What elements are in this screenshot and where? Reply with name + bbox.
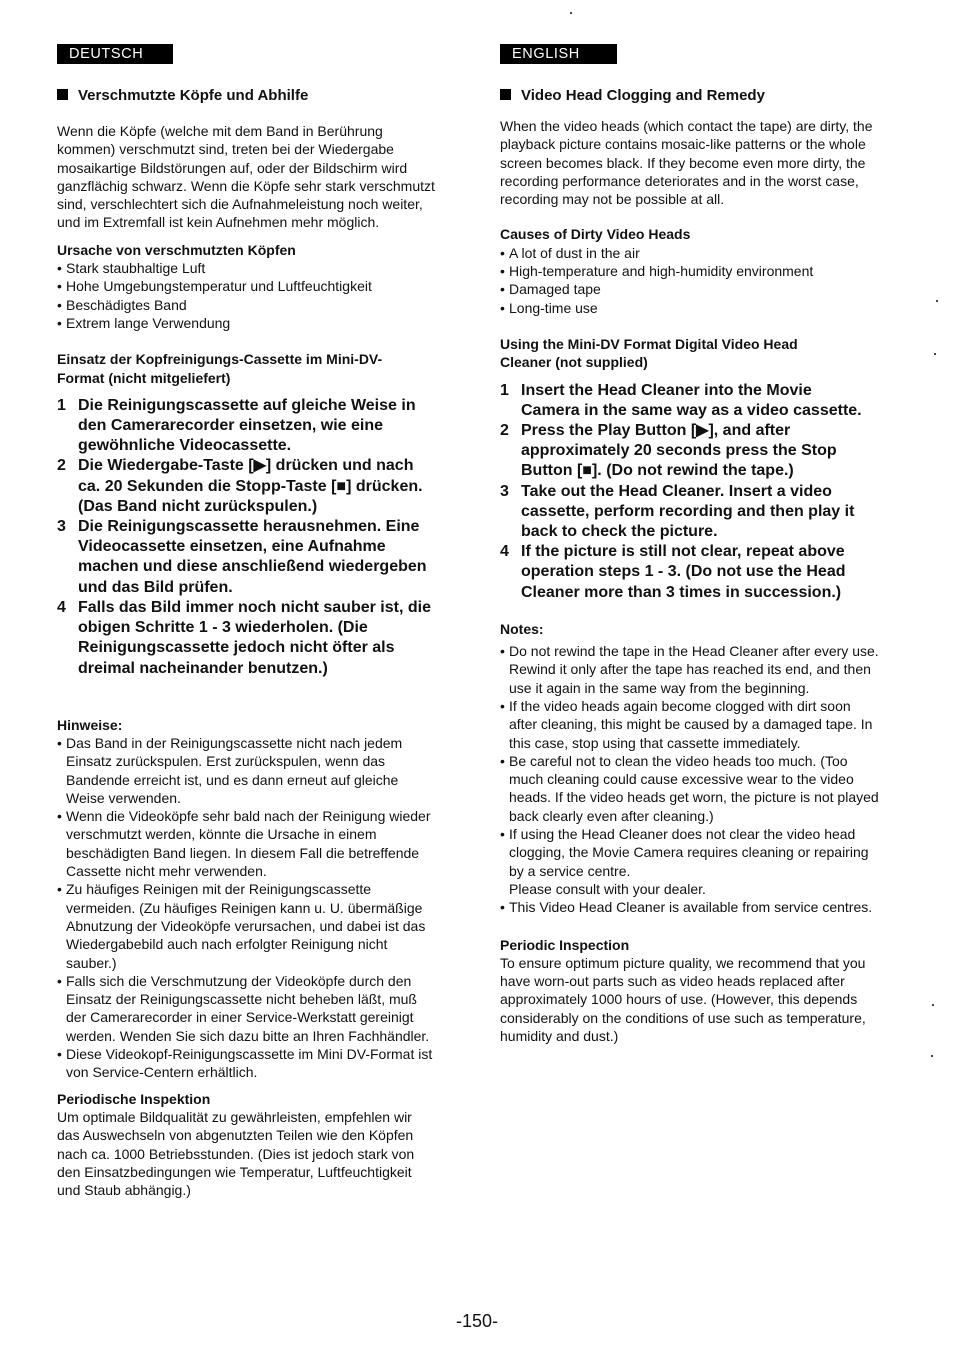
- step-text: Die Reinigungscassette auf gleiche Weise in den Camerarecorder einsetzen, wie eine gewöhnliche Videocassette.: [78, 396, 416, 455]
- section-title-text: Verschmutzte Köpfe und Abhilfe: [78, 87, 309, 104]
- note-item: [500, 825, 882, 898]
- square-bullet-icon: [500, 89, 511, 100]
- step-number: 3: [500, 482, 509, 500]
- scan-speck: [570, 12, 572, 14]
- note-item: • Zu häufiges Reinigen mit der Reinigungscassette vermeiden. (Zu häufiges Reinigen kann u. U. übermäßige Abnutzung der Videoköpfe verursachen, und dabei ist das Wiedergabebild auch nach erfolgter Reinigung nicht sauber.): [57, 880, 437, 971]
- step-text: Die Reinigungscassette herausnehmen. Eine Videocassette einsetzen, eine Aufnahme machen und diese anschließend wiedergeben und das Bild prüfen.: [78, 518, 427, 596]
- note-text: If using the Head Cleaner does not clear the video head clogging, the Movie Camera requires cleaning or repairing by a service centre.: [509, 826, 869, 879]
- scan-speck: [934, 353, 936, 355]
- causes-heading: Causes of Dirty Video Heads: [500, 226, 691, 243]
- note-item: • Wenn die Videoköpfe sehr bald nach der Reinigung wieder verschmutzt werden, könnte die Ursache in einem beschädigten Band liegen. In diesem Fall die betreffende Cassette nicht mehr verwenden.: [57, 807, 437, 880]
- step-item: [57, 456, 437, 517]
- step-text: Take out the Head Cleaner. Insert a video cassette, perform recording and then play it back to check the picture.: [521, 482, 855, 540]
- inspection-heading: Periodische Inspektion: [57, 1090, 211, 1107]
- step-item: [500, 421, 874, 482]
- step-text: Falls das Bild immer noch nicht sauber ist, die obigen Schritte 1 - 3 wiederholen. (Die Reinigungscassette jedoch nicht öfter als dreimal nacheinander benutzen.): [78, 598, 431, 677]
- list-item: • Damaged tape: [500, 280, 882, 298]
- inspection-paragraph: To ensure optimum picture quality, we recommend that you have worn-out parts such as video heads replaced after approximately 1000 hours of use. (However, this depends considerably on the conditions of use such as temperature, humidity and dust.): [500, 954, 866, 1045]
- step-number: 1: [500, 381, 509, 399]
- german-column: [57, 44, 437, 1199]
- step-text: Press the Play Button [▶], and after approximately 20 seconds press the Stop Button [■]. (Do not rewind the tape.): [521, 421, 837, 480]
- inspection-paragraph: Um optimale Bildqualität zu gewährleisten, empfehlen wir das Auswechseln von abgenutzten Teilen wie den Köpfen nach ca. 1000 Betriebsstunden. (Dies ist jedoch stark von den Einsatzbedingungen wie Temperatur, Luftfeuchtigkeit und Staub abhängig.): [57, 1108, 415, 1199]
- step-item: [500, 381, 874, 421]
- note-item: • This Video Head Cleaner is available from service centres.: [500, 898, 882, 916]
- cleaner-heading: Using the Mini-DV Format Digital Video Head Cleaner (not supplied): [500, 335, 798, 371]
- scan-speck: [931, 1055, 933, 1057]
- cleaner-heading: Einsatz der Kopfreinigungs-Cassette im Mini-DV-Format (nicht mitgeliefert): [57, 351, 383, 386]
- notes-heading: Notes:: [500, 620, 544, 637]
- note-item: • Falls sich die Verschmutzung der Videoköpfe durch den Einsatz der Reinigungscassette nicht beheben läßt, muß der Camerarecorder in einer Service-Werkstatt gereinigt werden. Wenden Sie sich dazu bitte an Ihren Fachhändler.: [57, 972, 437, 1045]
- note-item: • If the video heads again become clogged with dirt soon after cleaning, this might be caused by a damaged tape. In this case, stop using that cassette immediately.: [500, 697, 882, 752]
- step-number: 3: [57, 518, 66, 536]
- list-item: • Extrem lange Verwendung: [57, 314, 437, 332]
- inspection-heading: Periodic Inspection: [500, 936, 630, 953]
- step-item: [500, 542, 874, 603]
- scan-speck: [936, 300, 938, 302]
- step-item: [57, 517, 437, 598]
- steps-list: [500, 381, 874, 603]
- list-item: • Long-time use: [500, 299, 882, 317]
- note-item: • Be careful not to clean the video heads too much. (Too much cleaning could cause excessive wear to the video heads. If the video heads get worn, the picture is not played back clearly even after cleaning.): [500, 752, 882, 825]
- list-item: • Beschädigtes Band: [57, 296, 437, 314]
- language-label-english: ENGLISH: [500, 44, 617, 64]
- notes-list: [57, 734, 437, 1082]
- intro-paragraph: When the video heads (which contact the tape) are dirty, the playback picture contains mosaic-like patterns or the whole screen becomes black. If they become even more dirty, the recording performance deteriorates and in the worst case, recording may not be possible at all.: [500, 118, 873, 208]
- square-bullet-icon: [57, 89, 68, 100]
- page-number: -150-: [455, 1311, 499, 1331]
- step-number: 1: [57, 396, 66, 414]
- step-text: Insert the Head Cleaner into the Movie Camera in the same way as a video cassette.: [521, 381, 862, 419]
- list-item: • High-temperature and high-humidity environment: [500, 262, 882, 280]
- english-column: [500, 44, 882, 1045]
- note-item: • Diese Videokopf-Reinigungscassette im Mini DV-Format ist von Service-Centern erhältlich.: [57, 1045, 437, 1082]
- notes-list: [500, 642, 882, 916]
- notes-heading: Hinweise:: [57, 716, 123, 733]
- section-title-german: [57, 87, 437, 105]
- section-title-text: Video Head Clogging and Remedy: [521, 87, 765, 104]
- step-number: 2: [57, 457, 66, 475]
- language-label-deutsch: DEUTSCH: [57, 44, 173, 64]
- scan-speck: [932, 1004, 934, 1006]
- list-item: • Hohe Umgebungstemperatur und Luftfeuchtigkeit: [57, 277, 437, 295]
- dealer-note: Please consult with your dealer.: [509, 880, 706, 897]
- step-text: If the picture is still not clear, repeat above operation steps 1 - 3. (Do not use the Head Cleaner more than 3 times in succession.): [521, 543, 846, 601]
- step-number: 4: [500, 543, 509, 561]
- section-title-english: [500, 87, 882, 105]
- causes-heading: Ursache von verschmutzten Köpfen: [57, 241, 296, 258]
- step-item: [57, 396, 437, 457]
- step-text: Die Wiedergabe-Taste [▶] drücken und nach ca. 20 Sekunden die Stopp-Taste [■] drücken. (Das Band nicht zurückspulen.): [78, 457, 423, 515]
- causes-list: [57, 259, 437, 332]
- step-item: [500, 482, 874, 543]
- intro-paragraph: Wenn die Köpfe (welche mit dem Band in Berührung kommen) verschmutzt sind, treten bei der Wiedergabe mosaikartige Bildstörungen auf, oder der Bildschirm wird ganzflächig schwarz. Wenn die Köpfe sehr stark verschmutzt sind, verschlechtert sich die Aufnahmeleistung noch weiter, und im Extremfall ist kein Aufnehmen mehr möglich.: [57, 123, 435, 231]
- list-item: • A lot of dust in the air: [500, 244, 882, 262]
- step-number: 2: [500, 421, 509, 439]
- note-item: • Do not rewind the tape in the Head Cleaner after every use. Rewind it only after the tape has reached its end, and then use it again in the same way from the beginning.: [500, 642, 882, 697]
- step-item: [57, 598, 437, 679]
- note-item: • Das Band in der Reinigungscassette nicht nach jedem Einsatz zurückspulen. Erst zurückspulen, wenn das Bandende erreicht ist, und es dann erneut auf gleiche Weise verwenden.: [57, 734, 437, 807]
- list-item: • Stark staubhaltige Luft: [57, 259, 437, 277]
- causes-list: [500, 244, 882, 317]
- steps-list: [57, 396, 437, 679]
- step-number: 4: [57, 598, 66, 616]
